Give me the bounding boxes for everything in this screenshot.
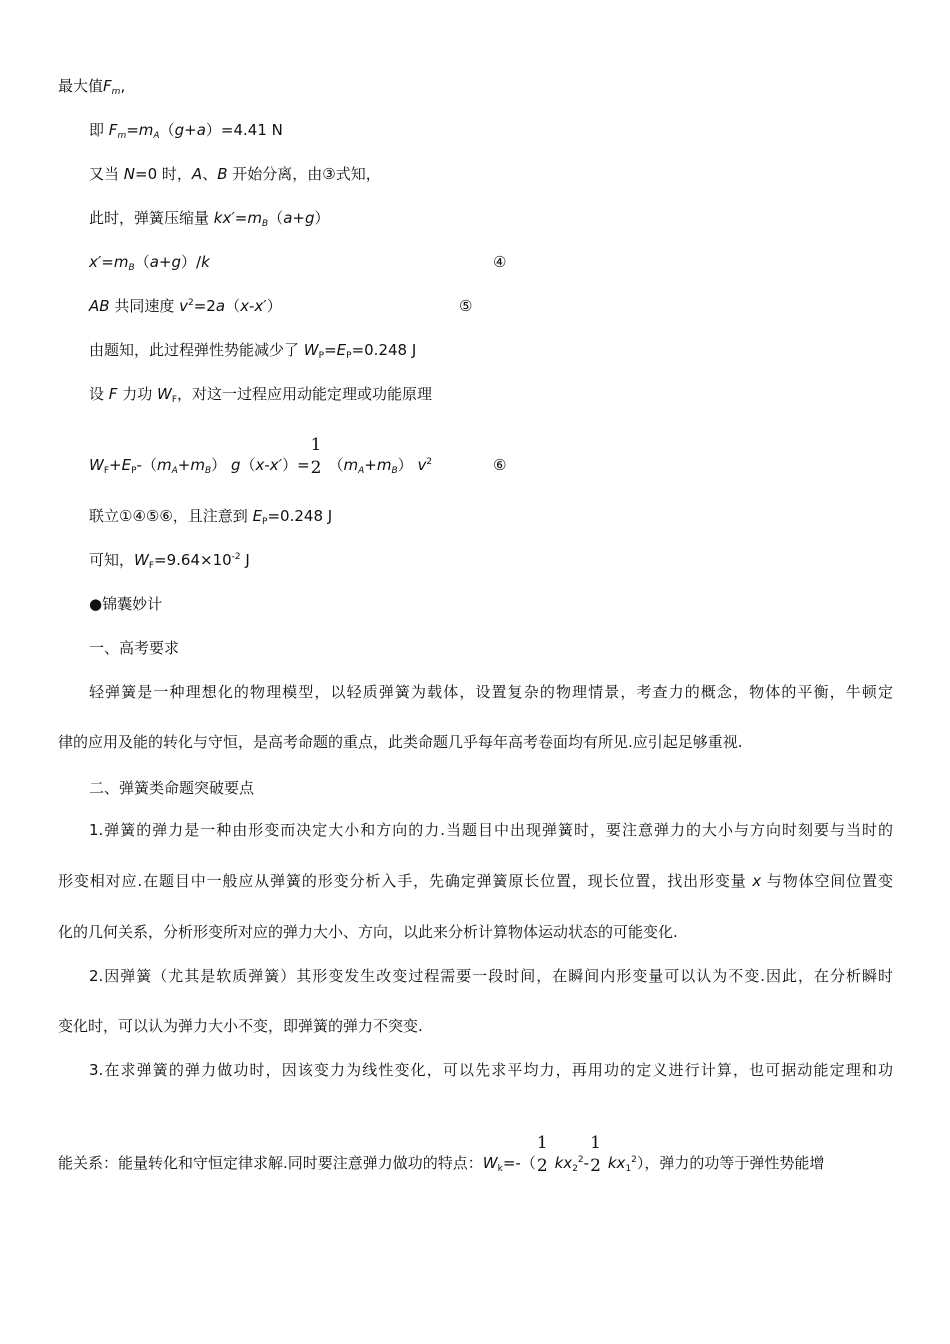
var: m	[247, 209, 262, 227]
paragraph-line-work-formula	[58, 1133, 893, 1179]
var: a	[283, 209, 293, 227]
equation-6	[89, 435, 433, 481]
subscript: B	[261, 219, 269, 229]
paragraph-line	[58, 871, 893, 891]
paragraph-line: 3.在求弹簧的弹力做功时，因该变力为线性变化，可以先求平均力，再用功的定义进行计算，也可据动能定理和功	[89, 1061, 893, 1079]
subscript: 2	[572, 1164, 578, 1174]
equation-4	[89, 252, 210, 272]
text: ）	[397, 456, 413, 474]
subscript: m	[111, 87, 121, 97]
text: =	[324, 341, 337, 359]
text-line-3	[89, 164, 381, 184]
subscript: k	[497, 1164, 503, 1174]
var: a	[196, 121, 206, 139]
var: m	[343, 456, 359, 474]
text: 能关系：能量转化和守恒定律求解.同时要注意弹力做功的特点：	[58, 1154, 483, 1172]
superscript: -2	[231, 552, 241, 562]
var: m	[156, 456, 172, 474]
text: +	[364, 456, 377, 474]
fraction-denominator: 2	[590, 1156, 601, 1176]
text: -	[248, 297, 255, 315]
subscript: P	[346, 351, 352, 361]
var: v	[179, 297, 188, 315]
var: W	[89, 456, 104, 474]
var: kx′	[213, 209, 235, 227]
text: ，对这一过程应用动能定理或功能原理	[177, 385, 433, 403]
var: A	[191, 165, 203, 183]
text: =0 时，	[135, 165, 192, 183]
equation-fm	[89, 120, 283, 140]
text: ）=	[282, 456, 310, 474]
subscript: F	[103, 466, 110, 476]
text: =	[101, 253, 114, 271]
var: F	[108, 385, 118, 403]
text: ），弹力的功等于弹性势能增	[636, 1154, 825, 1172]
text: =	[126, 121, 139, 139]
text: =0.248 J	[267, 507, 333, 525]
text: 可知，	[89, 551, 135, 569]
subscript: A	[153, 131, 160, 141]
subheading-key-points: 二、弹簧类命题突破要点	[89, 779, 255, 797]
text: -	[583, 1154, 590, 1172]
fraction-one-half	[589, 1133, 603, 1179]
text: （	[268, 209, 284, 227]
text-line-8	[89, 384, 432, 410]
var: m	[190, 456, 205, 474]
subscript: B	[391, 466, 398, 476]
var: x	[255, 456, 265, 474]
text: 联立①④⑤⑥，且注意到	[89, 507, 253, 525]
text: +	[177, 456, 191, 474]
text-line-11	[89, 550, 250, 576]
text: +	[292, 209, 305, 227]
text: 共同速度	[109, 297, 180, 315]
text: ）	[314, 209, 330, 227]
var: v	[417, 456, 427, 474]
subscript: 1	[625, 1164, 632, 1174]
text: 即	[89, 121, 105, 139]
text: 又当	[89, 165, 120, 183]
text-line-10	[89, 506, 332, 532]
text: 最大值	[58, 77, 104, 95]
text: =	[234, 209, 248, 227]
var: kx	[554, 1154, 573, 1172]
text: +	[109, 456, 122, 474]
text: （	[159, 121, 175, 139]
text-line-7	[89, 340, 416, 366]
subheading-requirements: 一、高考要求	[89, 639, 180, 657]
text-line-4	[89, 208, 330, 228]
text: ）	[211, 456, 227, 474]
paragraph-line: 1.弹簧的弹力是一种由形变而决定大小和方向的力.当题目中出现弹簧时，要注意弹力的大小与方向时刻要与当时的	[89, 821, 893, 839]
text: ）/	[181, 253, 202, 271]
text: （	[225, 297, 241, 315]
var: g	[230, 456, 241, 474]
text: （	[328, 456, 344, 474]
paragraph-line: 化的几何关系，分析形变所对应的弹力大小、方向，以此来分析计算物体运动状态的可能变化.	[58, 923, 678, 941]
text: 由题知，此过程弹性势能减少了	[89, 341, 304, 359]
var: B	[217, 165, 228, 183]
equation-number-4: ④	[493, 253, 507, 271]
subscript: P	[262, 517, 268, 527]
text: =-（	[502, 1154, 536, 1172]
text: 形变相对应.在题目中一般应从弹簧的形变分析入手，先确定弹簧原长位置，现长位置，找出形变量	[58, 872, 753, 890]
var: g	[174, 121, 185, 139]
var: kx	[607, 1154, 626, 1172]
superscript: 2	[631, 1155, 637, 1165]
var: N	[123, 165, 136, 183]
text: 开始分离，由③式知，	[227, 165, 381, 183]
equation-5	[89, 296, 282, 316]
var: W	[156, 385, 172, 403]
var: m	[376, 456, 392, 474]
text-line-1	[58, 76, 893, 96]
var: k	[201, 253, 210, 271]
text: （	[134, 253, 150, 271]
fraction-numerator: 1	[310, 435, 322, 455]
var: W	[303, 341, 319, 359]
fraction-one-half	[310, 435, 324, 481]
text: ,	[120, 77, 126, 95]
text: 此时，弹簧压缩量	[89, 209, 210, 227]
var: g	[171, 253, 182, 271]
subscript: P	[318, 351, 325, 361]
text: +	[158, 253, 172, 271]
fraction-numerator: 1	[536, 1133, 548, 1153]
text: +	[184, 121, 197, 139]
var: a	[149, 253, 159, 271]
var: E	[252, 507, 263, 525]
text: （	[240, 456, 256, 474]
var: x′	[89, 253, 102, 271]
subscript: B	[204, 466, 212, 476]
var: E	[336, 341, 347, 359]
equation-number-5: ⑤	[459, 297, 473, 315]
text: J	[240, 551, 250, 569]
paragraph-line: 律的应用及能的转化与守恒，是高考命题的重点，此类命题几乎每年高考卷面均有所见.应引起足够重视.	[58, 733, 743, 751]
var: m	[113, 253, 129, 271]
text: 力功	[117, 385, 157, 403]
var: F	[108, 121, 118, 139]
subscript: F	[171, 395, 177, 405]
fraction-denominator: 2	[310, 458, 322, 478]
text: ）	[266, 297, 282, 315]
var: x′	[269, 456, 283, 474]
var: x′	[254, 297, 267, 315]
superscript: 2	[188, 298, 194, 308]
var: W	[134, 551, 149, 569]
subscript: A	[358, 466, 365, 476]
paragraph-line: 2.因弹簧（尤其是软质弹簧）其形变发生改变过程需要一段时间，在瞬间内形变量可以认为不变.因此，在分析瞬时	[89, 967, 893, 985]
var: g	[304, 209, 315, 227]
subscript: P	[131, 466, 137, 476]
fraction-denominator: 2	[536, 1156, 548, 1176]
var: AB	[89, 297, 110, 315]
var: x	[752, 872, 762, 890]
text: =9.64×10	[154, 551, 232, 569]
fraction-one-half	[536, 1133, 550, 1179]
subscript: F	[148, 561, 155, 571]
paragraph-line: 变化时，可以认为弹力大小不变，即弹簧的弹力不突变.	[58, 1017, 423, 1035]
equation-number-6: ⑥	[493, 456, 507, 474]
var: F	[103, 77, 112, 95]
paragraph-line: 轻弹簧是一种理想化的物理模型，以轻质弹簧为载体，设置复杂的物理情景，考查力的概念，物体的平衡，牛顿定	[89, 683, 893, 701]
text: -	[264, 456, 270, 474]
text: ）=4.41 N	[205, 121, 283, 139]
text: -（	[136, 456, 157, 474]
text: =0.248 J	[351, 341, 417, 359]
var: E	[121, 456, 132, 474]
superscript: 2	[577, 1155, 584, 1165]
var: m	[138, 121, 154, 139]
subscript: m	[117, 131, 127, 141]
text: 设	[89, 385, 109, 403]
section-heading-tips: ●锦囊妙计	[89, 595, 163, 613]
superscript: 2	[426, 457, 433, 467]
text: 、	[202, 165, 218, 183]
text: 与物体空间位置变	[761, 872, 893, 890]
subscript: A	[171, 466, 178, 476]
var: W	[482, 1154, 498, 1172]
fraction-numerator: 1	[590, 1133, 601, 1153]
var: a	[215, 297, 226, 315]
var: x	[240, 297, 249, 315]
text: =2	[193, 297, 216, 315]
subscript: B	[128, 263, 135, 273]
